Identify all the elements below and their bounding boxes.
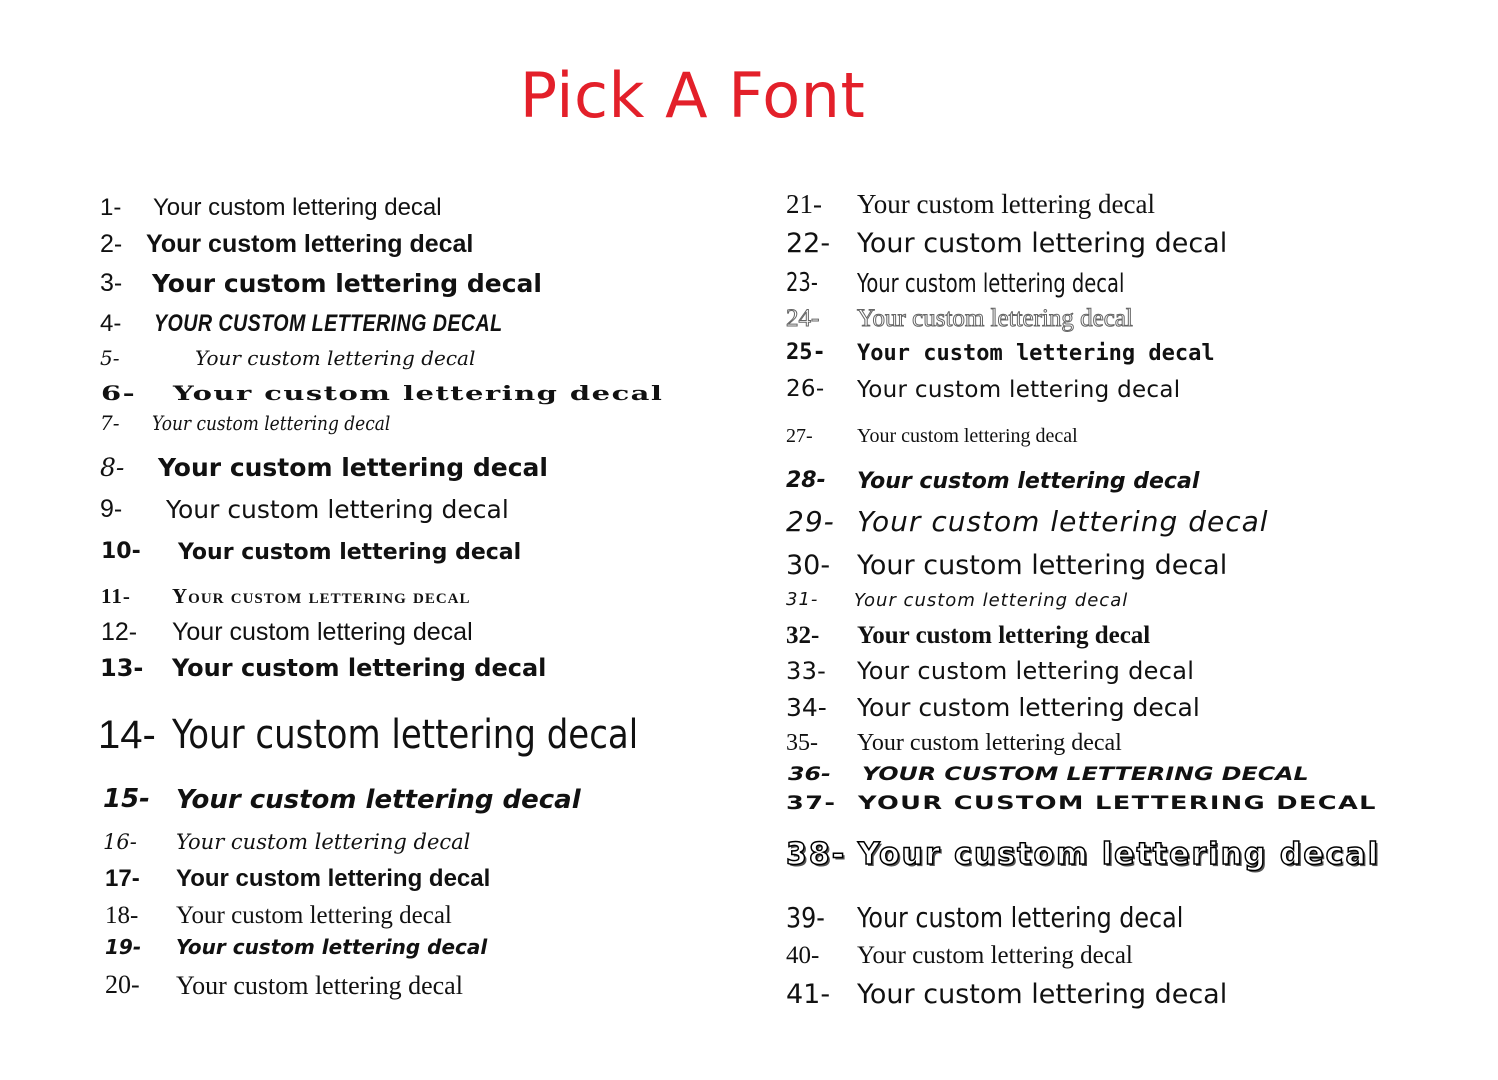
- font-sample-number: 36-: [788, 763, 831, 785]
- font-sample-row: [158, 455, 548, 481]
- font-sample-number: 24-: [786, 305, 820, 332]
- font-sample-text: Your custom lettering decal: [176, 785, 581, 815]
- font-sample-row: [172, 586, 471, 607]
- font-sample-number: 1-: [100, 194, 122, 221]
- font-sample-row: [176, 972, 463, 999]
- font-sample-text: YOUR CUSTOM LETTERING DECAL: [858, 792, 1377, 814]
- font-sample-number: 27-: [786, 425, 813, 447]
- font-sample-row: [858, 837, 1380, 872]
- font-sample-row: [173, 381, 664, 405]
- font-sample-number: 18-: [105, 902, 139, 929]
- font-sample-text: Your custom lettering decal: [176, 865, 491, 892]
- font-sample-number: 35-: [786, 730, 818, 756]
- font-sample-row: [176, 786, 581, 813]
- font-sample-row: [857, 270, 1214, 297]
- font-sample-number: 40-: [786, 942, 820, 969]
- font-sample-number: 9-: [100, 495, 123, 523]
- font-sample-number: 4-: [100, 310, 122, 337]
- font-sample-text: Your custom lettering decal: [176, 971, 463, 1000]
- font-sample-text: Your custom lettering decal: [195, 346, 476, 370]
- font-sample-row: [854, 591, 1128, 610]
- font-sample-number: 8-: [100, 453, 125, 482]
- font-sample-row: [857, 981, 1227, 1008]
- font-sample-row: [152, 413, 432, 434]
- font-sample-text: Your custom lettering decal: [176, 830, 471, 854]
- font-sample-row: [176, 937, 487, 958]
- font-sample-text: Your custom lettering decal: [857, 550, 1228, 581]
- font-sample-text: Your custom lettering decal: [173, 381, 664, 405]
- font-sample-number: 20-: [105, 970, 140, 999]
- font-sample-number: 17-: [105, 865, 140, 892]
- font-sample-number: 5-: [100, 346, 120, 370]
- font-sample-row: [176, 903, 452, 928]
- font-sample-row: [172, 620, 473, 645]
- font-sample-number: 30-: [786, 550, 831, 581]
- font-sample-number: 16-: [103, 830, 137, 854]
- font-sample-text: Your custom lettering decal: [857, 693, 1200, 722]
- font-sample-text: Your custom lettering decal: [172, 712, 639, 758]
- font-sample-text: Your custom lettering decal: [857, 901, 1184, 934]
- font-sample-text: Your custom lettering decal: [178, 540, 522, 565]
- font-sample-row: [154, 312, 579, 336]
- font-sample-text: Your custom lettering decal: [857, 269, 1125, 299]
- font-sample-text: Your custom lettering decal: [857, 657, 1195, 685]
- font-sample-text: Your custom lettering decal: [857, 622, 1151, 649]
- font-sample-text: Your custom lettering decal: [172, 584, 471, 608]
- font-sample-row: [857, 191, 1155, 218]
- font-sample-text: Your custom lettering decal: [158, 453, 548, 482]
- font-sample-number: 34-: [786, 693, 827, 722]
- font-sample-row: [857, 623, 1150, 648]
- font-sample-text: Your custom lettering decal: [152, 411, 391, 435]
- font-sample-number: 19-: [105, 935, 142, 959]
- font-sample-row: [858, 792, 1377, 814]
- font-sample-row: [146, 232, 473, 257]
- font-sample-number: 25-: [786, 340, 826, 365]
- font-sample-row: [857, 306, 1133, 331]
- font-sample-row: [857, 659, 1194, 684]
- font-sample-row: [172, 656, 546, 681]
- font-sample-row: [857, 695, 1200, 721]
- font-sample-row: [153, 196, 442, 220]
- font-sample-number: 23-: [786, 268, 818, 298]
- font-sample-text: Your custom lettering decal: [146, 230, 474, 258]
- font-sample-row: [152, 271, 542, 297]
- font-sample-number: 22-: [786, 228, 831, 259]
- font-sample-text: Your custom lettering decal: [153, 194, 442, 221]
- font-sample-number: 10-: [101, 539, 141, 564]
- font-sample-row: [862, 763, 1309, 785]
- font-sample-text: Your custom lettering decal: [166, 495, 509, 524]
- font-sample-number: 6-: [101, 381, 137, 405]
- font-sample-text: Your custom lettering decal: [176, 902, 452, 929]
- font-sample-row: [195, 348, 475, 369]
- font-sample-text: Your custom lettering decal: [172, 654, 547, 682]
- font-sample-text: Your custom lettering decal: [857, 942, 1133, 969]
- font-sample-number: 12-: [101, 618, 138, 646]
- font-sample-text: Your custom lettering decal: [854, 590, 1129, 611]
- font-sample-row: [166, 497, 509, 523]
- font-sample-number: 29-: [786, 505, 835, 538]
- font-sample-text: Your custom lettering decal: [857, 341, 1215, 366]
- font-sample-text: YOUR CUSTOM LETTERING DECAL: [154, 310, 503, 337]
- font-sample-row: [857, 342, 1215, 365]
- font-sample-row: [857, 552, 1227, 579]
- font-sample-number: 39-: [786, 901, 825, 934]
- font-sample-number: 28-: [786, 468, 826, 493]
- font-sample-row: [178, 541, 521, 564]
- font-sample-text: Your custom lettering decal: [857, 189, 1155, 219]
- font-sample-row: [857, 901, 1241, 934]
- font-sample-number: 21-: [786, 189, 822, 219]
- font-sample-number: 38-: [786, 837, 847, 872]
- font-sample-row: [176, 832, 470, 853]
- font-sample-number: 11-: [101, 584, 131, 608]
- font-sample-text: Your custom lettering decal: [857, 228, 1228, 259]
- font-sample-text: Your custom lettering decal: [858, 837, 1380, 872]
- font-sample-number: 14-: [98, 713, 156, 757]
- font-sample-text: Your custom lettering decal: [857, 425, 1078, 447]
- font-sample-number: 15-: [103, 784, 150, 814]
- font-sample-row: [176, 867, 490, 891]
- font-sample-row: [857, 943, 1133, 968]
- font-sample-number: 13-: [100, 654, 144, 682]
- font-sample-number: 7-: [100, 411, 120, 435]
- font-sample-row: [857, 731, 1122, 755]
- font-sample-number: 3-: [100, 269, 123, 297]
- font-sample-row: [172, 712, 720, 758]
- font-sample-number: 31-: [786, 589, 819, 610]
- font-sample-number: 33-: [786, 657, 827, 685]
- font-sample-number: 2-: [100, 230, 123, 258]
- font-sample-text: YOUR CUSTOM LETTERING DECAL: [862, 763, 1309, 785]
- font-sample-number: 32-: [786, 622, 820, 649]
- font-sample-text: Your custom lettering decal: [176, 935, 488, 959]
- font-sample-text: Your custom lettering decal: [857, 730, 1122, 756]
- page-title: Pick A Font: [519, 59, 866, 132]
- font-sample-row: [857, 378, 1180, 402]
- font-sample-text: Your custom lettering decal: [857, 305, 1133, 332]
- font-sample-number: 37-: [786, 792, 837, 814]
- font-sample-number: 41-: [786, 979, 831, 1010]
- font-sample-text: Your custom lettering decal: [857, 469, 1200, 494]
- font-sample-text: Your custom lettering decal: [857, 979, 1228, 1010]
- font-sample-number: 26-: [786, 376, 825, 402]
- font-sample-row: [857, 426, 1078, 446]
- font-sample-row: [857, 470, 1199, 493]
- font-sample-row: [857, 230, 1227, 257]
- font-sample-text: Your custom lettering decal: [857, 505, 1269, 538]
- font-sample-text: Your custom lettering decal: [172, 618, 473, 646]
- font-sample-row: [857, 505, 1269, 538]
- font-sample-text: Your custom lettering decal: [857, 377, 1181, 403]
- font-sample-text: Your custom lettering decal: [152, 269, 542, 298]
